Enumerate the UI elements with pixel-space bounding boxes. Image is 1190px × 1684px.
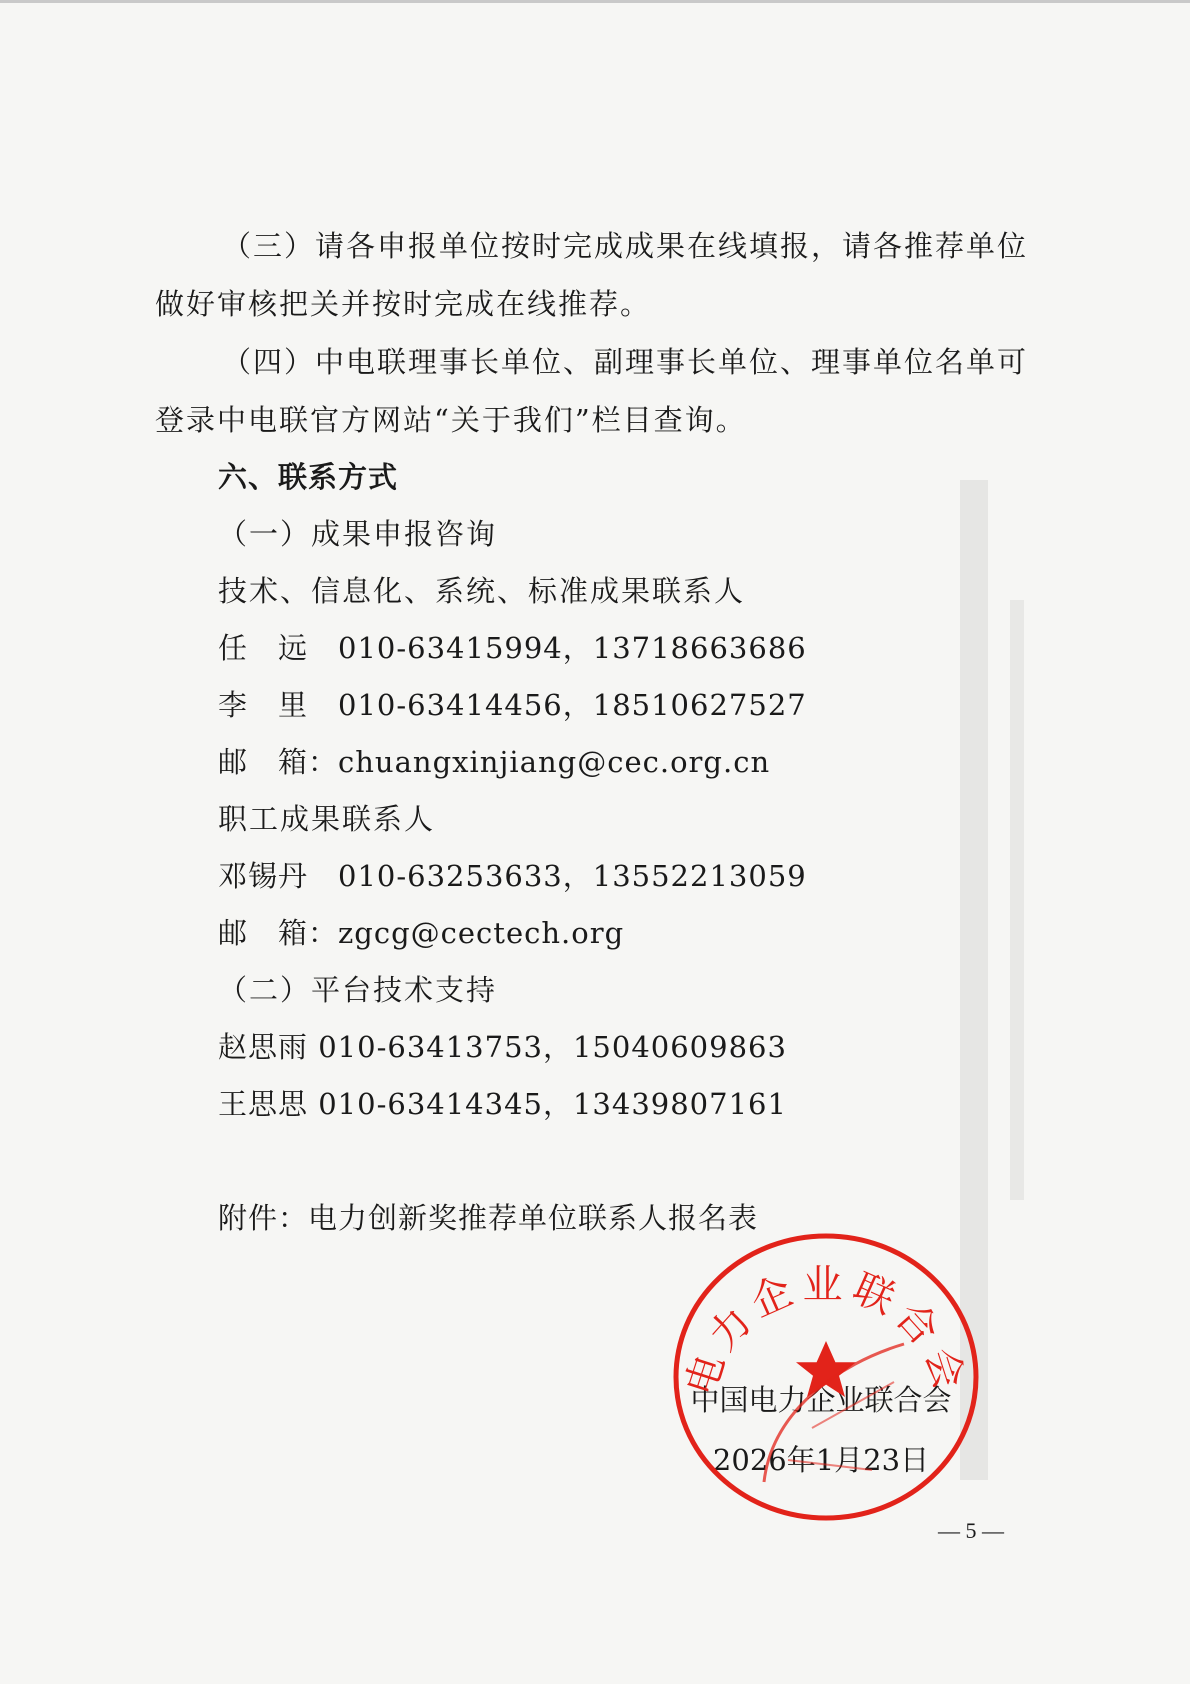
group-2-title: 职工成果联系人 [218, 802, 436, 836]
signature-organization: 中国电力企业联合会 [690, 1383, 952, 1417]
paragraph-4-line-1: （四）中电联理事长单位、副理事长单位、理事单位名单可 [222, 345, 1029, 379]
paragraph-3-line-1: （三）请各申报单位按时完成成果在线填报，请各推荐单位 [222, 229, 1029, 263]
contact-email-2: 邮 箱：zgcg@cectech.org [218, 916, 625, 950]
contact-heading: 六、联系方式 [218, 460, 399, 494]
contact-email-1: 邮 箱：chuangxinjiang@cec.org.cn [218, 745, 771, 779]
contact-sub-heading-1: （一）成果申报咨询 [218, 517, 498, 551]
contact-person-2: 李 里 010-63414456，18510627527 [218, 688, 807, 722]
page-number: — 5 — [938, 1518, 1004, 1543]
contact-person-3: 邓锡丹 010-63253633，13552213059 [218, 859, 807, 893]
contact-person-5: 王思思 010-63414345，13439807161 [218, 1087, 787, 1121]
paragraph-4-line-2: 登录中电联官方网站“关于我们”栏目查询。 [155, 403, 747, 437]
seal-text: 电力企业联合会 [677, 1262, 975, 1402]
signature-date: 2026年1月23日 [712, 1443, 930, 1477]
contact-sub-heading-2: （二）平台技术支持 [218, 973, 498, 1007]
paragraph-3-line-2: 做好审核把关并按时完成在线推荐。 [155, 287, 652, 321]
attachment-line: 附件：电力创新奖推荐单位联系人报名表 [218, 1201, 759, 1235]
contact-person-4: 赵思雨 010-63413753，15040609863 [218, 1030, 787, 1064]
contact-person-1: 任 远 010-63415994，13718663686 [218, 631, 807, 665]
official-seal [672, 1232, 980, 1522]
page-top-edge [0, 0, 1190, 3]
group-1-title: 技术、信息化、系统、标准成果联系人 [218, 574, 746, 608]
